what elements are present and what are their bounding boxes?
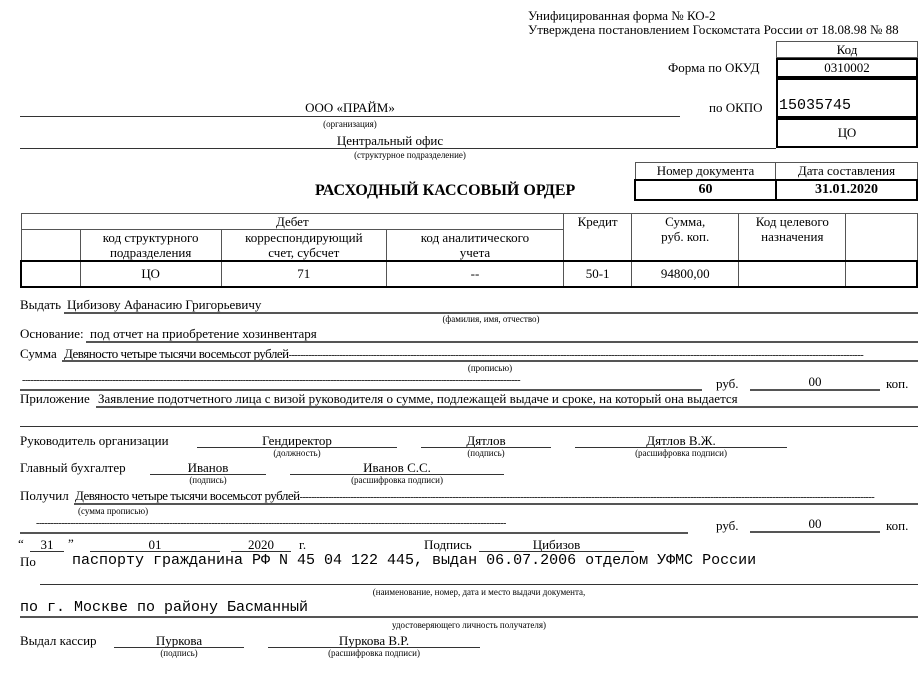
kop-label: коп.: [886, 376, 909, 391]
doc-value-line2: по г. Москве по району Басманный: [20, 599, 309, 616]
head-position: Гендиректор: [262, 433, 332, 448]
division-code-header-line2: подразделения: [109, 245, 192, 260]
attachment-value: Заявление подотчетного лица с визой руководителя о сумме, подлежащей выдаче и сроке, на который она выдается: [98, 391, 738, 406]
table-row: [21, 261, 917, 287]
account-header: [221, 230, 386, 262]
received-value: [75, 488, 911, 504]
form-name: Унифицированная форма № КО-2: [528, 8, 716, 23]
date-label: Дата составления: [776, 163, 917, 181]
sum-dash-line: --------------------------------------------------------------------------------------------------------------------------------------------------------------------------------: [22, 375, 521, 386]
doc-line-2: [20, 616, 918, 618]
division-name: Центральный офис: [336, 133, 444, 148]
document-date: 31.01.2020: [776, 180, 917, 200]
received-kop-label: коп.: [886, 518, 909, 533]
received-day-line: [30, 551, 64, 552]
cashier-label: Выдал кассир: [20, 633, 97, 648]
received-label: Получил: [20, 488, 69, 503]
received-day: 31: [40, 537, 54, 552]
okpo-label: по ОКПО: [709, 100, 763, 115]
row-credit: 50-1: [564, 261, 632, 287]
row-extra: [846, 261, 917, 287]
credit-header: Кредит: [564, 214, 632, 262]
head-name: Дятлов В.Ж.: [646, 433, 716, 448]
issue-value: Цибизову Афанасию Григорьевичу: [67, 297, 262, 312]
organization-line: [20, 116, 680, 117]
doc-value-line1: паспорту гражданина РФ N 45 04 122 445, выдан 06.07.2006 отделом УФМС России: [72, 552, 757, 569]
purpose-header: [739, 214, 846, 262]
section-divider: [20, 426, 918, 427]
row-division: ЦО: [80, 261, 221, 287]
sum-value-text: Девяносто четыре тысячи восемьсот рублей: [64, 346, 289, 361]
okpo-value: 15035745: [779, 97, 852, 114]
doc-caption-line2: удостоверяющего личность получателя): [392, 620, 546, 630]
extra-header: [846, 214, 917, 262]
attachment-label: Приложение: [20, 391, 90, 406]
accountant-label: Главный бухгалтер: [20, 460, 126, 475]
kop-value: 00: [808, 374, 822, 389]
cashier-name-caption: (расшифровка подписи): [328, 648, 420, 658]
received-rub-label: руб.: [716, 518, 739, 533]
accounting-table: [20, 213, 918, 288]
doc-label: По: [20, 554, 36, 569]
row-blank: [21, 261, 80, 287]
received-dash-fill: -----------------------------------------------------------------------------------------------------------------------------------------------------------------------------------------------------------: [299, 492, 875, 503]
accountant-sign-caption: (подпись): [189, 475, 227, 485]
sum-caption: (прописью): [467, 363, 513, 373]
accountant-name-caption: (расшифровка подписи): [351, 475, 443, 485]
division-line: [20, 148, 776, 149]
received-value-text: Девяносто четыре тысячи восемьсот рублей: [75, 488, 300, 503]
received-year: 2020: [248, 537, 274, 552]
received-dash-line: ----------------------------------------------------------------------------------------------------------------------------------------------------------------------: [36, 518, 506, 529]
division-code: ЦО: [776, 118, 918, 148]
okpo-box: [776, 78, 918, 118]
form-approval: Утверждена постановлением Госкомстата России от 18.08.98 № 88: [528, 22, 899, 37]
received-line-2: [20, 532, 688, 534]
basis-label: Основание:: [20, 326, 84, 341]
row-purpose: [739, 261, 846, 287]
quote-close: ”: [68, 536, 74, 551]
division-caption: (структурное подразделение): [354, 150, 466, 160]
division-code-header-line1: код структурного: [102, 230, 199, 245]
received-line: [74, 503, 918, 505]
basis-value: под отчет на приобретение хозинвентаря: [90, 326, 317, 341]
issue-caption: (фамилия, имя, отчество): [442, 314, 540, 324]
received-sign: Цибизов: [532, 537, 581, 552]
purpose-header-line2: назначения: [761, 229, 824, 244]
head-sign: Дятлов: [466, 433, 506, 448]
sum-header: [632, 214, 739, 262]
cashier-sign: Пуркова: [155, 633, 203, 648]
head-label: Руководитель организации: [20, 433, 169, 448]
rub-label: руб.: [716, 376, 739, 391]
issue-label: Выдать: [20, 297, 62, 312]
head-position-caption: (должность): [273, 448, 321, 458]
account-header-line1: корреспондирующий: [245, 230, 363, 245]
received-year-suffix: г.: [299, 537, 307, 552]
cashier-sign-caption: (подпись): [160, 648, 198, 658]
code-header: Код: [776, 41, 918, 58]
received-kop-line: [750, 531, 880, 533]
row-account: 71: [221, 261, 386, 287]
accountant-sign: Иванов: [187, 460, 229, 475]
okud-value: 0310002: [776, 58, 918, 78]
row-sum: 94800,00: [632, 261, 739, 287]
row-analytic: --: [386, 261, 563, 287]
okud-label: Форма по ОКУД: [668, 60, 760, 75]
kop-line: [750, 389, 880, 391]
document-number: 60: [635, 180, 776, 200]
document-title: РАСХОДНЫЙ КАССОВЫЙ ОРДЕР: [315, 182, 576, 199]
sum-header-line2: руб. коп.: [661, 229, 710, 244]
accountant-name: Иванов С.С.: [363, 460, 431, 475]
account-header-line2: счет, субсчет: [268, 245, 340, 260]
head-sign-caption: (подпись): [467, 448, 505, 458]
received-kop-value: 00: [808, 516, 822, 531]
division-code-header: [80, 230, 221, 262]
sum-header-line1: Сумма,: [665, 214, 706, 229]
organization-caption: (организация): [323, 119, 377, 129]
analytic-header-line2: учета: [459, 245, 491, 260]
document-number-date-table: [634, 162, 918, 201]
received-month: 01: [148, 537, 162, 552]
received-caption: (сумма прописью): [78, 506, 149, 516]
sum-dash-fill: -----------------------------------------------------------------------------------------------------------------------------------------------------------------------------------------------------------: [288, 350, 864, 361]
analytic-header: [386, 230, 563, 262]
quote-open: “: [18, 536, 24, 551]
cashier-name: Пуркова В.Р.: [338, 633, 410, 648]
head-name-caption: (расшифровка подписи): [635, 448, 727, 458]
received-sign-label: Подпись: [424, 537, 472, 552]
attachment-line: [96, 406, 918, 408]
blank-header: [21, 230, 80, 262]
doc-line-1: [40, 584, 918, 585]
number-label: Номер документа: [635, 163, 776, 181]
organization-name: ООО «ПРАЙМ»: [305, 100, 395, 115]
basis-line: [86, 341, 918, 343]
purpose-header-line1: Код целевого: [755, 214, 829, 229]
sum-line: [62, 360, 918, 362]
debit-header: Дебет: [21, 214, 564, 230]
doc-caption-line1: (наименование, номер, дата и место выдачи документа,: [372, 587, 586, 597]
analytic-header-line1: код аналитического: [420, 230, 530, 245]
sum-label: Сумма: [20, 346, 57, 361]
